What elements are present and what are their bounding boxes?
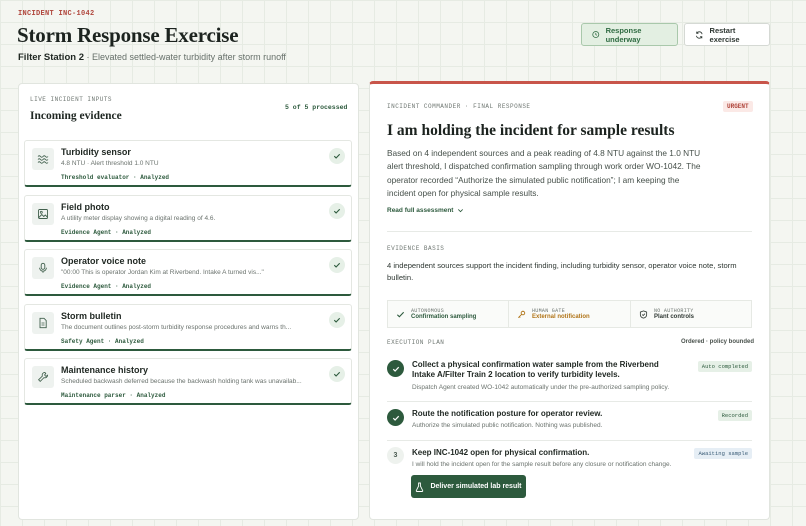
evidence-title: Field photo — [61, 202, 110, 212]
step-title: Route the notification posture for operator review. — [412, 409, 603, 418]
check-icon — [329, 312, 345, 328]
response-summary: Based on 4 independent sources and a peak reading of 4.8 NTU against the 1.0 NTU alert threshold, I dispatched confirmation sampling through work order WO-1042. The operator recorded “Authorize the simulated public notification”; I am keeping the incident open for physical sample results. — [387, 148, 701, 199]
response-underway-label: Response underway — [605, 25, 642, 44]
authority-autonomous — [387, 300, 509, 328]
waves-icon — [32, 148, 54, 170]
plan-note: Ordered · policy bounded — [681, 339, 755, 345]
check-icon — [329, 203, 345, 219]
refresh-icon — [695, 30, 704, 40]
commander-label: INCIDENT COMMANDER · FINAL RESPONSE — [387, 103, 531, 110]
evidence-card[interactable] — [24, 195, 352, 242]
evidence-description: A utility meter display showing a digital reading of 4.6. — [61, 215, 216, 222]
plan-step — [387, 360, 752, 400]
key-icon — [517, 310, 526, 319]
authority-human-gate — [508, 300, 631, 328]
evidence-description: The document outlines post-storm turbidity response procedures and warns th... — [61, 324, 292, 331]
authority-value: Plant controls — [654, 314, 695, 320]
incident-description: Elevated settled-water turbidity after storm runoff — [92, 52, 286, 62]
evidence-meta: Threshold evaluator · Analyzed — [61, 174, 170, 181]
evidence-title: Maintenance history — [61, 365, 149, 375]
page-title: Storm Response Exercise — [17, 23, 239, 47]
document-icon — [32, 312, 54, 334]
step-status-badge: Awaiting sample — [694, 448, 752, 459]
evidence-card[interactable] — [24, 249, 352, 296]
step-status-badge: Auto completed — [698, 361, 752, 372]
step-number: 3 — [387, 447, 404, 464]
step-complete-icon — [387, 409, 404, 426]
check-icon — [329, 148, 345, 164]
page-subtitle — [18, 52, 286, 63]
deliver-lab-result-button[interactable] — [411, 475, 526, 498]
step-description: I will hold the incident open for the sample result before any closure or notification change. — [412, 461, 672, 468]
evidence-meta: Evidence Agent · Analyzed — [61, 283, 152, 290]
read-full-assessment-link[interactable] — [387, 207, 464, 214]
read-full-assessment-label: Read full assessment — [387, 207, 454, 214]
shield-icon — [639, 310, 648, 319]
evidence-meta: Maintenance parser · Analyzed — [61, 392, 166, 399]
flask-icon — [415, 482, 424, 492]
response-underway-button[interactable] — [581, 23, 678, 46]
authority-label: NO AUTHORITY — [654, 308, 694, 314]
evidence-meta: Evidence Agent · Analyzed — [61, 229, 152, 236]
evidence-description: "00:00 This is operator Jordan Kim at Riverbend. Intake A turned vis..." — [61, 269, 264, 276]
evidence-title: Storm bulletin — [61, 311, 122, 321]
step-status-badge: Recorded — [718, 410, 752, 421]
restart-exercise-button[interactable] — [684, 23, 770, 46]
restart-exercise-label: Restart exercise — [709, 25, 740, 44]
check-icon — [329, 257, 345, 273]
evidence-description: 4.8 NTU · Alert threshold 1.0 NTU — [61, 160, 159, 167]
authority-none — [630, 300, 752, 328]
step-description: Authorize the simulated public notification. Nothing was published. — [412, 422, 603, 429]
subtitle-separator: · — [86, 52, 90, 62]
divider — [387, 401, 752, 402]
authority-label: HUMAN GATE — [532, 308, 566, 314]
step-complete-icon — [387, 360, 404, 377]
evidence-basis-text: 4 independent sources support the incident finding, including turbidity sensor, operator voice note, storm bulletin. — [387, 261, 737, 282]
execution-plan-label: EXECUTION PLAN — [387, 339, 445, 346]
evidence-card[interactable] — [24, 358, 352, 405]
response-headline: I am holding the incident for sample results — [387, 122, 675, 139]
evidence-meta: Safety Agent · Analyzed — [61, 338, 144, 345]
processed-count: 5 of 5 processed — [285, 104, 348, 111]
chevron-down-icon — [457, 207, 464, 214]
check-icon — [396, 310, 405, 319]
evidence-title: Operator voice note — [61, 256, 147, 266]
evidence-title: Turbidity sensor — [61, 147, 131, 157]
site-name: Filter Station 2 — [18, 52, 84, 63]
evidence-card[interactable] — [24, 304, 352, 351]
incoming-evidence-title: Incoming evidence — [30, 110, 122, 122]
clock-icon — [592, 30, 600, 39]
step-title: Collect a physical confirmation water sample from the Riverbend Intake A/Filter Train 2 location to verify turbidity levels. — [412, 360, 659, 379]
microphone-icon — [32, 257, 54, 279]
step-description: Dispatch Agent created WO-1042 automatically under the pre-authorized sampling policy. — [412, 384, 670, 391]
authority-value: Confirmation sampling — [411, 314, 477, 320]
divider — [387, 231, 752, 232]
deliver-lab-result-label: Deliver simulated lab result — [430, 483, 522, 490]
check-icon — [329, 366, 345, 382]
divider — [387, 440, 752, 441]
evidence-card[interactable] — [24, 140, 352, 187]
step-title: Keep INC-1042 open for physical confirmation. — [412, 448, 590, 457]
evidence-description: Scheduled backwash deferred because the backwash holding tank was unavailab... — [61, 378, 302, 385]
wrench-icon — [32, 366, 54, 388]
plan-step — [387, 409, 752, 437]
live-inputs-label: LIVE INCIDENT INPUTS — [30, 96, 113, 103]
incident-tag: INCIDENT INC-1042 — [18, 10, 95, 18]
urgency-badge: URGENT — [723, 101, 753, 112]
image-icon — [32, 203, 54, 225]
evidence-basis-label: EVIDENCE BASIS — [387, 245, 445, 252]
authority-value: External notification — [532, 314, 590, 320]
authority-label: AUTONOMOUS — [411, 308, 445, 314]
